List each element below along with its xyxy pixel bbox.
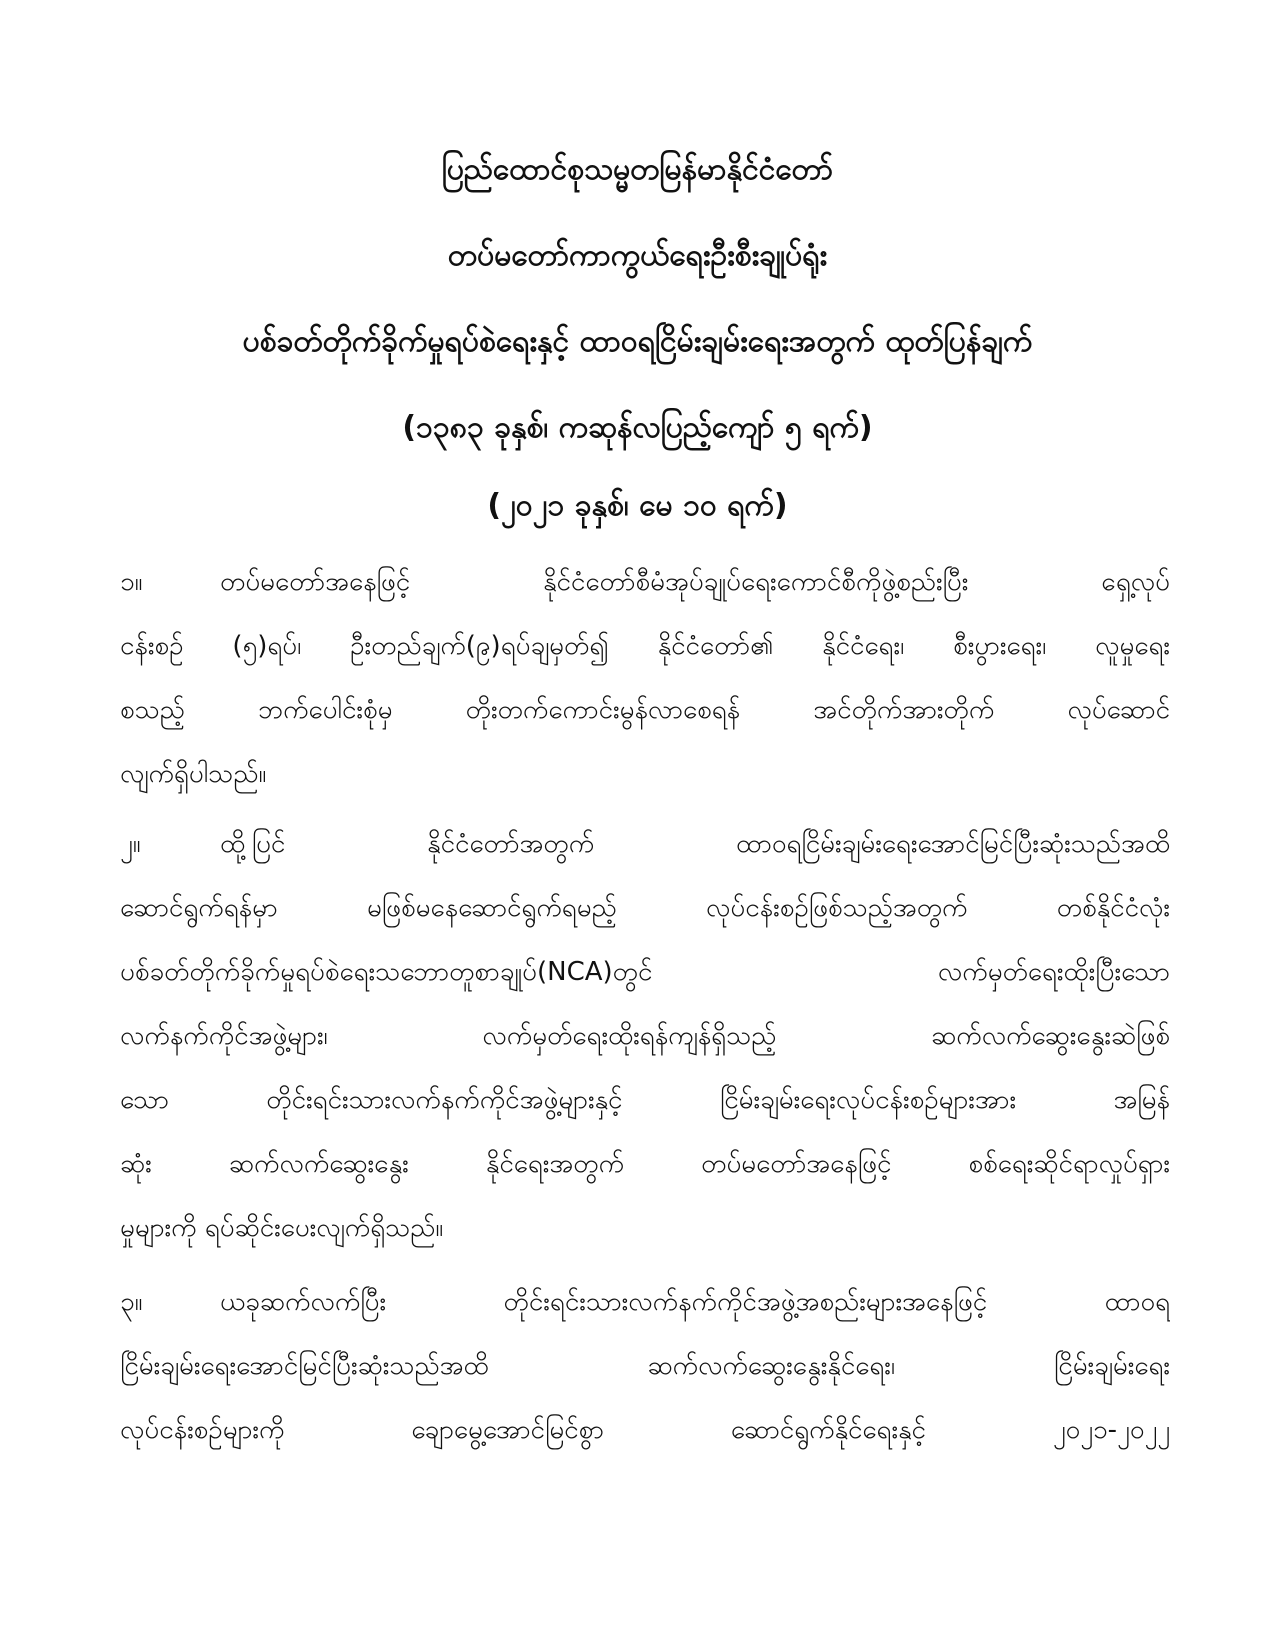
paragraph-line: လက်နက်ကိုင်အဖွဲ့များ၊ လက်မှတ်ရေးထိုးရန်ကျန်ရှိသည့် ဆက်လက်ဆွေးနွေးဆဲဖြစ် — [120, 1021, 1170, 1051]
myanmar-date: (၁၃၈၃ ခုနှစ်၊ ကဆုန်လပြည့်ကျော် ၅ ရက်) — [402, 410, 873, 445]
statement-title: ပစ်ခတ်တိုက်ခိုက်မှုရပ်စဲရေးနှင့် ထာဝရငြိမ်းချမ်းရေးအတွက် ထုတ်ပြန်ချက် — [242, 324, 1033, 359]
paragraph-line: ဆောင်ရွက်ရန်မှာ မဖြစ်မနေဆောင်ရွက်ရမည့် လုပ်ငန်းစဉ်ဖြစ်သည့်အတွက် တစ်နိုင်ငံလုံး — [120, 893, 1170, 923]
paragraph-3 — [120, 1270, 1170, 1462]
paragraph-line: ငြိမ်းချမ်းရေးအောင်မြင်ပြီးဆုံးသည်အထိ ဆက်လက်ဆွေးနွေးနိုင်ရေး၊ ငြိမ်းချမ်းရေး — [120, 1351, 1170, 1381]
paragraph-line: သော တိုင်းရင်းသားလက်နက်ကိုင်အဖွဲ့များနှင့် ငြိမ်းချမ်းရေးလုပ်ငန်းစဉ်များအား အမြန် — [120, 1085, 1170, 1115]
paragraph-line: ငန်းစဉ် (၅)ရပ်၊ ဦးတည်ချက်(၉)ရပ်ချမှတ်၍ နိုင်ငံတော်၏ နိုင်ငံရေး၊ စီးပွားရေး၊ လူမှုရေး — [120, 631, 1170, 661]
paragraph-number: ၂။ — [120, 829, 141, 859]
paragraph-number: ၁။ — [120, 567, 143, 597]
paragraph-line: ပစ်ခတ်တိုက်ခိုက်မှုရပ်စဲရေးသဘောတူစာချုပ်(NCA)တွင် လက်မှတ်ရေးထိုးပြီးသော — [120, 957, 1170, 987]
paragraph-number: ၃။ — [120, 1287, 143, 1317]
paragraph-line: ၁။ တပ်မတော်အနေဖြင့် နိုင်ငံတော်စီမံအုပ်ချုပ်ရေးကောင်စီကိုဖွဲ့စည်းပြီး ရှေ့လုပ် — [120, 550, 1170, 614]
paragraph-1 — [120, 550, 1170, 806]
country-title: ပြည်ထောင်စုသမ္မတမြန်မာနိုင်ငံတော် — [441, 152, 834, 187]
paragraph-line: ဆုံး ဆက်လက်ဆွေးနွေး နိုင်ရေးအတွက် တပ်မတော်အနေဖြင့် စစ်ရေးဆိုင်ရာလှုပ်ရှား — [120, 1149, 1170, 1179]
paragraph-line: လုပ်ငန်းစဉ်များကို ချောမွေ့အောင်မြင်စွာ ဆောင်ရွက်နိုင်ရေးနှင့် ၂၀၂၁-၂၀၂၂ — [120, 1415, 1170, 1445]
paragraph-line: မှုများကို ရပ်ဆိုင်းပေးလျက်ရှိသည်။ — [120, 1213, 444, 1243]
paragraph-2 — [120, 812, 1170, 1260]
paragraph-line: စသည့် ဘက်ပေါင်းစုံမှ တိုးတက်ကောင်းမွန်လာစေရန် အင်တိုက်အားတိုက် လုပ်ဆောင် — [120, 695, 1170, 725]
paragraph-line: ၂။ ထို့ပြင် နိုင်ငံတော်အတွက် ထာဝရငြိမ်းချမ်းရေးအောင်မြင်ပြီးဆုံးသည်အထိ — [120, 812, 1170, 876]
paragraph-line: လျက်ရှိပါသည်။ — [120, 759, 267, 789]
office-title: တပ်မတော်ကာကွယ်ရေးဦးစီးချုပ်ရုံး — [447, 238, 828, 273]
gregorian-date: (၂၀၂၁ ခုနှစ်၊ မေ ၁၀ ရက်) — [487, 488, 788, 523]
paragraph-line: ၃။ ယခုဆက်လက်ပြီး တိုင်းရင်းသားလက်နက်ကိုင်အဖွဲ့အစည်းများအနေဖြင့် ထာဝရ — [120, 1270, 1170, 1334]
